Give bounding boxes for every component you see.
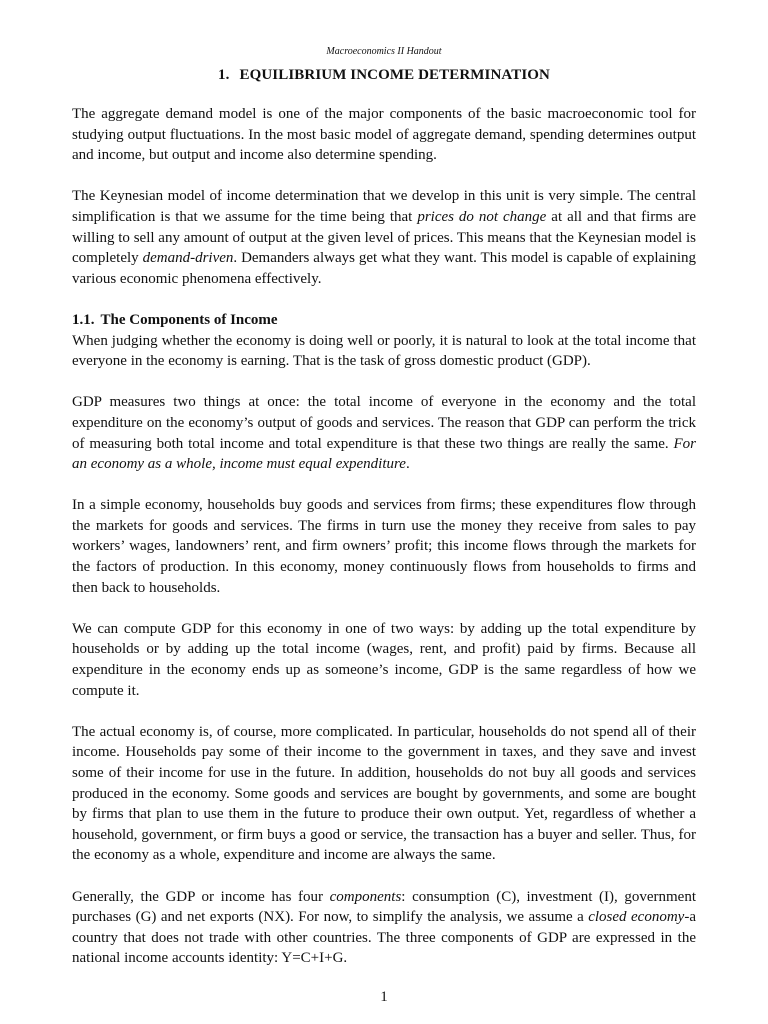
section-title: The Components of Income: [100, 311, 278, 328]
paragraph-actual-economy: The actual economy is, of course, more complicated. In particular, households do not spend all of their income. Households pay some of their income to the government in taxes, and they save and invest some of their income for use in the future. In addition, households do not buy all goods and services produced in the economy. Some goods and services are bought by governments, and some are bought by firms that plan to use them in the future to produce their own output. Yet, regardless of whether a household, government, or firm buys a good or service, the transaction has a buyer and seller. Thus, for the economy as a whole, expenditure and income are always the same.: [72, 723, 696, 864]
emphasis-income-equals-expenditure: For an economy as a whole, income must equal expenditure: [72, 435, 696, 473]
running-header: Macroeconomics II Handout: [326, 46, 442, 57]
body-text: [72, 104, 696, 990]
paragraph-gdp-components: Generally, the GDP or income has four components: consumption (C), investment (I), government purchases (G) and net exports (NX). For now, to simplify the analysis, we assume a closed economy-a country that does not trade with other countries. The three components of GDP are expressed in the national income accounts identity: Y=C+I+G.: [72, 888, 696, 967]
chapter-number: 1.: [218, 67, 230, 83]
paragraph-gdp-measures: GDP measures two things at once: the total income of everyone in the economy and the total expenditure on the economy’s output of goods and services. The reason that GDP can perform the trick of measuring both total income and total expenditure is that these two things are really the same. For an economy as a whole, income must equal expenditure.: [72, 394, 696, 473]
page-number: 1: [380, 989, 388, 1005]
emphasis-components: components: [329, 888, 402, 905]
section-heading: [72, 310, 696, 331]
paragraph-total-income: When judging whether the economy is doing well or poorly, it is natural to look at the total income that everyone in the economy is earning. That is the task of gross domestic product (GDP).: [72, 332, 696, 370]
emphasis-prices-fixed: prices do not change: [417, 208, 547, 225]
emphasis-demand-driven: demand-driven: [142, 250, 234, 267]
emphasis-closed-economy: closed economy: [588, 909, 685, 926]
chapter-title: [0, 66, 768, 84]
section-number: 1.1.: [72, 311, 95, 328]
paragraph-intro: The aggregate demand model is one of the major components of the basic macroeconomic tool for studying output fluctuations. In the most basic model of aggregate demand, spending determines output and income, but output and income also determine spending.: [72, 106, 696, 164]
paragraph-simple-economy: In a simple economy, households buy goods and services from firms; these expenditures flow through the markets for goods and services. The firms in turn use the money they receive from sales to pay workers’ wages, landowners’ rent, and firm owners’ profit; this income flows through the markets for the factors of production. In this economy, money continuously flows from households to firms and then back to households.: [72, 497, 696, 596]
paragraph-keynesian-model: The Keynesian model of income determination that we develop in this unit is very simple. The central simplification is that we assume for the time being that prices do not change at all and that firms are willing to sell any amount of output at the given level of prices. This means that the Keynesian model is completely demand-driven. Demanders always get what they want. This model is capable of explaining various economic phenomena effectively.: [72, 188, 696, 287]
paragraph-compute-gdp: We can compute GDP for this economy in one of two ways: by adding up the total expenditure by households or by adding up the total income (wages, rent, and profit) paid by firms. Because all expenditure in the economy ends up as someone’s income, GDP is the same regardless of how we compute it.: [72, 620, 696, 699]
chapter-title-text: EQUILIBRIUM INCOME DETERMINATION: [239, 67, 550, 83]
